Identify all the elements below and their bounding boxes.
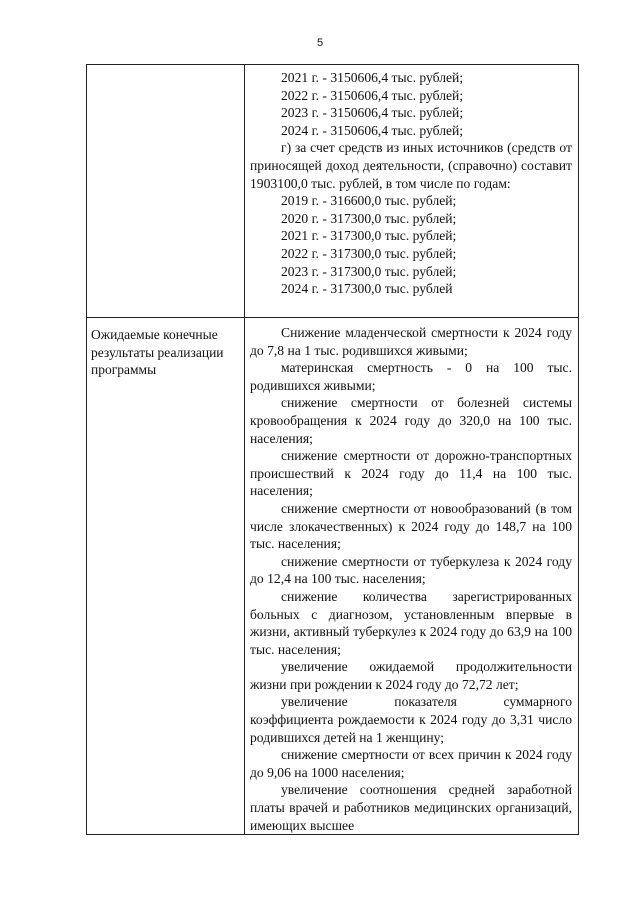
result-item: Снижение младенческой смертности к 2024 году до 7,8 на 1 тыс. родившихся живыми; [250, 325, 572, 358]
result-item: увеличение ожидаемой продолжительности жизни при рождении к 2024 году до 72,72 лет; [250, 659, 572, 692]
other-sources-year-line: 2020 г. - 317300,0 тыс. рублей; [281, 210, 457, 226]
result-item: увеличение показателя суммарного коэффициента рождаемости к 2024 году до 3,31 число родившихся детей на 1 женщину; [250, 694, 572, 745]
result-item: снижение смертности от туберкулеза к 2024 году до 12,4 на 100 тыс. населения; [250, 553, 572, 587]
result-item: снижение смертности от болезней системы кровообращения к 2024 году до 320,0 на 100 тыс. населения; [250, 395, 572, 446]
other-sources-paragraph: г) за счет средств из иных источников (средств от приносящей доход деятельности, (справочно) составит 1903100,0 тыс. рублей, в том числе по годам: [250, 140, 572, 191]
passport-table [86, 64, 579, 835]
funding-year-line: 2021 г. - 3150606,4 тыс. рублей; [281, 70, 464, 85]
result-item: снижение смертности от дорожно-транспортных происшествий к 2024 году до 11,4 на 100 тыс. населения; [250, 448, 572, 499]
result-item: снижение смертности от всех причин к 2024 году до 9,06 на 1000 населения; [250, 747, 572, 780]
other-sources-year-line: 2021 г. - 317300,0 тыс. рублей; [281, 228, 457, 244]
table-cell-funding [245, 65, 579, 318]
page-number: 5 [316, 37, 324, 49]
other-sources-year-line: 2023 г. - 317300,0 тыс. рублей; [281, 263, 457, 279]
table-cell-empty-label [87, 65, 245, 318]
result-item: снижение смертности от новообразований (в том числе злокачественных) к 2024 году до 148,7 на 100 тыс. населения; [250, 500, 572, 552]
table-cell-results [245, 318, 579, 835]
table-cell-results-label [87, 318, 245, 835]
funding-year-line: 2023 г. - 3150606,4 тыс. рублей; [281, 105, 464, 121]
other-sources-year-line: 2024 г. - 317300,0 тыс. рублей [281, 281, 453, 297]
result-item: материнская смертность - 0 на 100 тыс. родившихся живыми; [250, 360, 572, 393]
funding-year-line: 2022 г. - 3150606,4 тыс. рублей; [281, 87, 464, 103]
table-row-funding [87, 65, 579, 318]
funding-year-line: 2024 г. - 3150606,4 тыс. рублей; [281, 122, 464, 138]
other-sources-year-line: 2019 г. - 316600,0 тыс. рублей; [281, 193, 457, 209]
result-item: увеличение соотношения средней заработной платы врачей и работников медицинских организаций, имеющих высшее [250, 782, 572, 833]
result-item: снижение количества зарегистрированных больных с диагнозом, установленным впервые в жизни, активный туберкулез к 2024 году до 63,9 на 100 тыс. населения; [250, 588, 572, 657]
results-label: Ожидаемые конечные результаты реализации программы [91, 327, 224, 377]
table-row-results [87, 318, 579, 835]
other-sources-year-line: 2022 г. - 317300,0 тыс. рублей; [281, 245, 457, 261]
